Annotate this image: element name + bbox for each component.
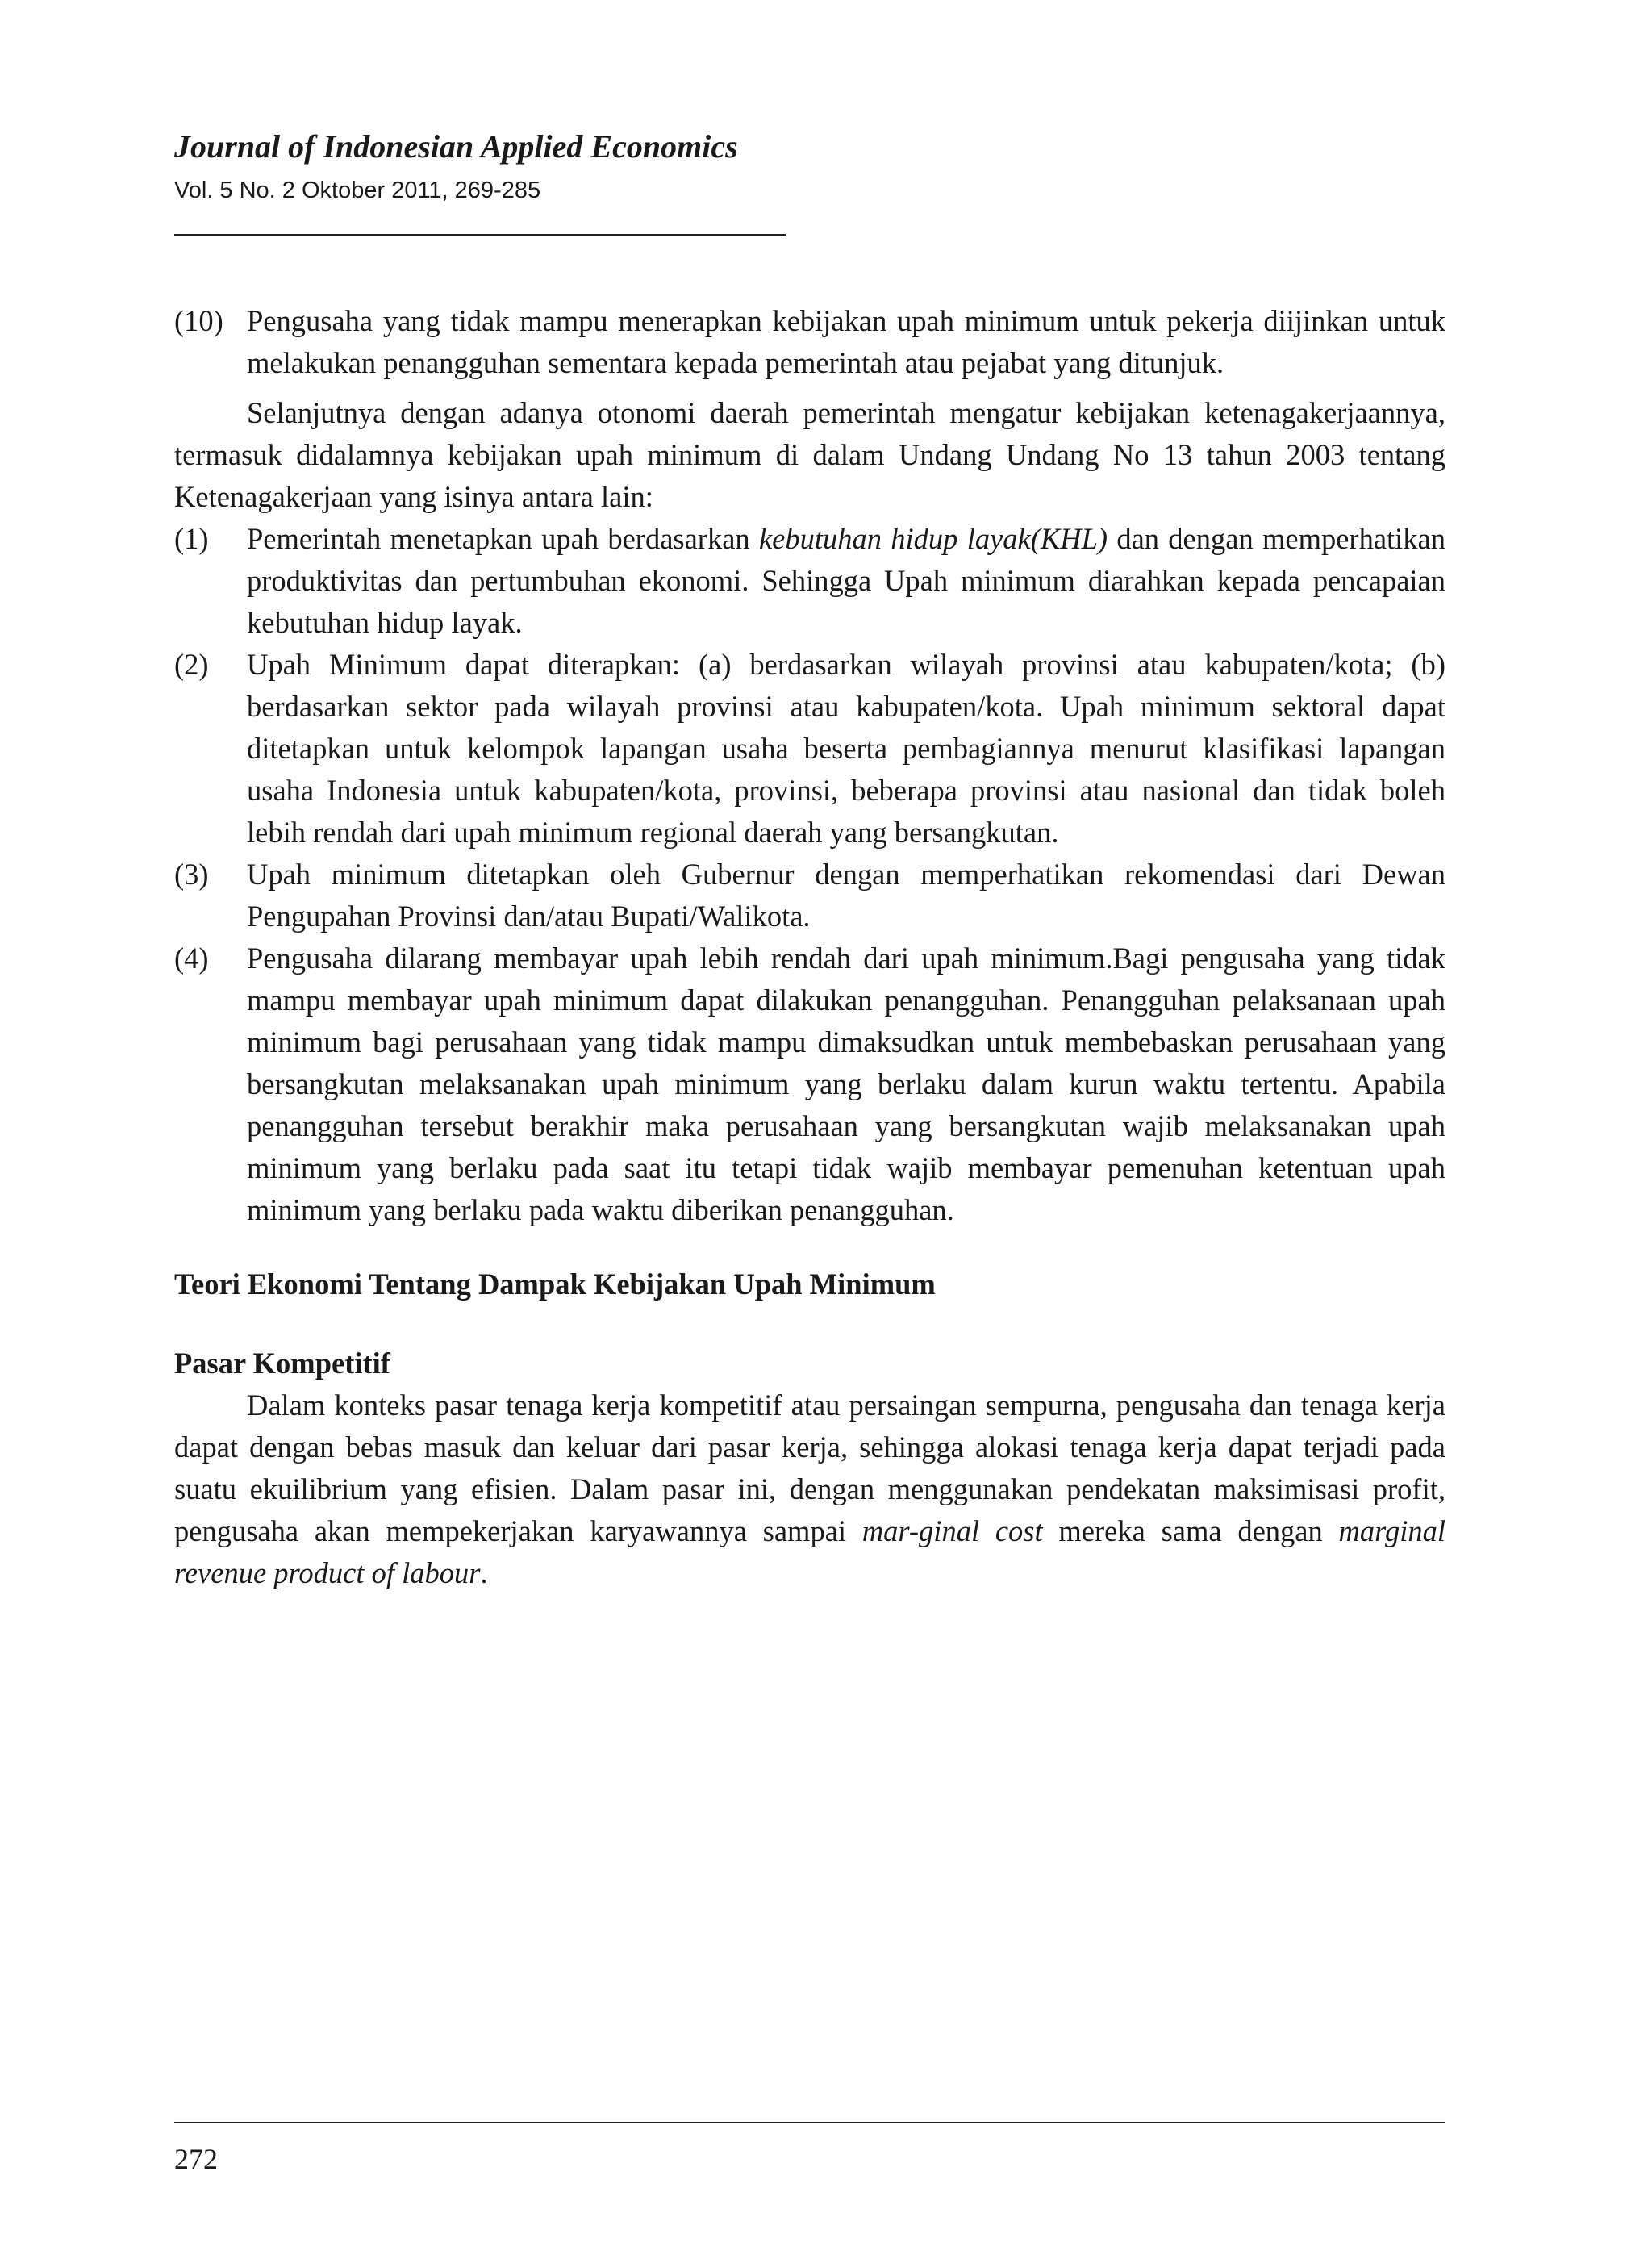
list-text: Upah Minimum dapat diterapkan: (a) berdasarkan wilayah provinsi atau kabupaten/kota; (b) berdasarkan sektor pada wilayah provinsi atau kabupaten/kota. Upah minimum sektoral dapat ditetapkan untuk kelompok lapangan usaha beserta pembagiannya menurut klasifikasi lapangan usaha Indonesia untuk kabupaten/kota, provinsi, beberapa provinsi atau nasional dan tidak boleh lebih rendah dari upah minimum regional daerah yang bersangkutan. bbox=[247, 648, 1446, 849]
list-number: (3) bbox=[174, 858, 209, 891]
list-text bbox=[247, 518, 1446, 644]
section-heading: Teori Ekonomi Tentang Dampak Kebijakan Upah Minimum bbox=[174, 1267, 936, 1301]
list-item-10 bbox=[174, 300, 1446, 384]
list-text: Pengusaha yang tidak mampu menerapkan kebijakan upah minimum untuk pekerja diijinkan untuk melakukan penangguhan sementara kepada pemerintah atau pejabat yang ditunjuk. bbox=[247, 304, 1446, 379]
italic-term: kebutuhan hidup layak(KHL) bbox=[758, 522, 1108, 555]
journal-volume-info: Vol. 5 No. 2 Oktober 2011, 269-285 bbox=[174, 177, 541, 203]
paragraph-pasar-kompetitif bbox=[174, 1384, 1446, 1594]
list-item-1 bbox=[174, 518, 1446, 644]
footer-divider bbox=[174, 2122, 1446, 2123]
list-item-4 bbox=[174, 937, 1446, 1231]
list-number: (1) bbox=[174, 522, 209, 555]
body-text bbox=[174, 300, 1446, 1594]
page-number: 272 bbox=[174, 2143, 218, 2175]
text-segment: Dalam konteks pasar tenaga kerja kompetitif atau persaingan sempurna, pengusaha dan tenaga kerja dapat dengan bebas masuk dan keluar dari pasar kerja, sehingga alokasi tenaga kerja dapat terjadi pada suatu ekuilibrium yang efisien. Dalam pasar ini, dengan menggunakan pendekatan maksimisasi profit, pengusaha akan mempekerjakan karyawannya sampai bbox=[174, 1388, 1446, 1547]
text-segment: Pemerintah menetapkan upah berdasarkan bbox=[247, 522, 759, 555]
italic-term: mar-ginal cost bbox=[861, 1514, 1043, 1547]
text-segment: dan dengan memperhatikan produktivitas dan pertumbuhan ekonomi. Sehingga Upah minimum diarahkan kepada pencapaian kebutuhan hidup layak. bbox=[247, 522, 1446, 639]
list-item-2 bbox=[174, 644, 1446, 854]
italic-term: marginal revenue product of labour bbox=[174, 1514, 1446, 1589]
list-number: (10) bbox=[174, 304, 223, 337]
paragraph-otonomi: Selanjutnya dengan adanya otonomi daerah pemerintah mengatur kebijakan ketenagakerjaannya, termasuk didalamnya kebijakan upah minimum di dalam Undang Undang No 13 tahun 2003 tentang Ketenagakerjaan yang isinya antara lain: bbox=[174, 396, 1446, 513]
list-number: (4) bbox=[174, 942, 209, 975]
list-item-3 bbox=[174, 854, 1446, 937]
text-segment: . bbox=[480, 1556, 488, 1589]
list-text: Pengusaha dilarang membayar upah lebih rendah dari upah minimum.Bagi pengusaha yang tidak mampu membayar upah minimum dapat dilakukan penangguhan. Penangguhan pelaksanaan upah minimum bagi perusahaan yang tidak mampu dimaksudkan untuk membebaskan perusahaan yang bersangkutan melaksanakan upah minimum yang berlaku dalam kurun waktu tertentu. Apabila penangguhan tersebut berakhir maka perusahaan yang bersangkutan wajib melaksanakan upah minimum yang berlaku pada saat itu tetapi tidak wajib membayar pemenuhan ketentuan upah minimum yang berlaku pada waktu diberikan penangguhan. bbox=[247, 942, 1446, 1226]
list-number: (2) bbox=[174, 648, 209, 681]
header-divider bbox=[174, 234, 786, 236]
subsection-heading: Pasar Kompetitif bbox=[174, 1347, 390, 1380]
list-text: Upah minimum ditetapkan oleh Gubernur dengan memperhatikan rekomendasi dari Dewan Pengupahan Provinsi dan/atau Bupati/Walikota. bbox=[247, 858, 1446, 933]
journal-title: Journal of Indonesian Applied Economics bbox=[174, 128, 738, 165]
text-segment: mereka sama dengan bbox=[1042, 1514, 1339, 1547]
